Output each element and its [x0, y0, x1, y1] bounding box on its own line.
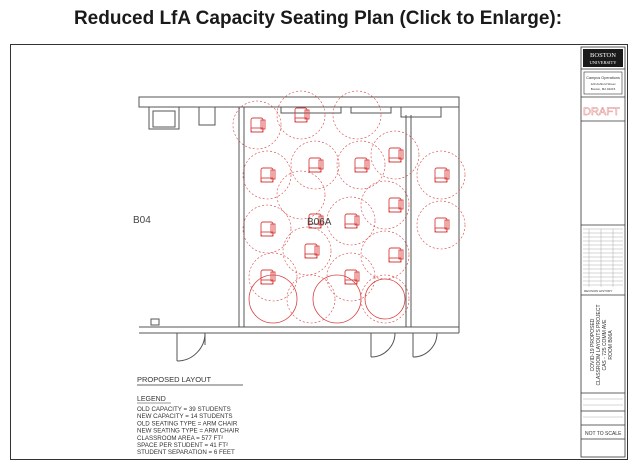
- separation-circle: [417, 201, 465, 249]
- arm-chair-icon: [389, 198, 403, 212]
- separation-circle: [371, 131, 419, 179]
- legend-line: NEW CAPACITY = 14 STUDENTS: [137, 413, 233, 421]
- room-label-b06a: B06A: [307, 217, 332, 228]
- project-line-2: CLASSROOM LAYOUTS PROJECT: [596, 304, 602, 386]
- draft-stamp: DRAFT: [583, 106, 620, 118]
- separation-circle: [361, 181, 409, 229]
- legend-line: CLASSROOM AREA = 577 FT²: [137, 434, 224, 442]
- separation-circle: [283, 227, 331, 275]
- arm-chair-icon: [435, 168, 449, 182]
- legend-title: LEGEND: [137, 396, 166, 403]
- page-title[interactable]: Reduced LfA Capacity Seating Plan (Click to Enlarge):: [73, 8, 563, 29]
- arm-chair-icon: [389, 248, 403, 262]
- arm-chair-icon: [435, 218, 449, 232]
- separation-circle: [243, 151, 291, 199]
- section-title: PROPOSED LAYOUT: [137, 375, 212, 384]
- legend-line: OLD SEATING TYPE = ARM CHAIR: [137, 420, 238, 428]
- arm-chair-icon: [305, 244, 319, 258]
- project-line-4: ROOM B06A: [608, 330, 614, 360]
- legend-line: OLD CAPACITY = 39 STUDENTS: [137, 406, 231, 413]
- arm-chair-icon: [251, 118, 265, 132]
- separation-circle: [291, 141, 339, 189]
- separation-circle: [277, 171, 325, 219]
- floor-plan-drawing: [11, 45, 627, 459]
- logo-line1: BOSTON: [590, 52, 616, 59]
- arm-chair-icon: [261, 222, 275, 236]
- arm-chair-icon: [309, 158, 323, 172]
- separation-circle: [417, 151, 465, 199]
- separation-circle: [327, 197, 375, 245]
- legend-line: SPACE PER STUDENT = 41 FT²: [137, 442, 229, 449]
- address-line2: Boston, MA 02215: [590, 87, 616, 91]
- separation-circle: [361, 231, 409, 279]
- separation-circle: [277, 91, 325, 139]
- revision-label: REVISION HISTORY: [584, 289, 613, 293]
- dept-name: Campus Operations: [586, 76, 620, 80]
- scale-note: NOT TO SCALE: [585, 431, 622, 437]
- project-line-1: COVID-19 PROPOSED: [590, 318, 596, 372]
- arm-chair-icon: [345, 214, 359, 228]
- arm-chair-icon: [355, 158, 369, 172]
- removed-seat-circle: [313, 275, 361, 323]
- legend-line: NEW SEATING TYPE = ARM CHAIR: [137, 427, 240, 435]
- separation-circle: [333, 91, 381, 139]
- separation-circle: [233, 101, 281, 149]
- room-label-b04: B04: [133, 215, 151, 226]
- address-line1: 120 Ashford Street: [590, 82, 616, 86]
- logo-line2: UNIVERSITY: [589, 60, 617, 65]
- drawing-sheet[interactable]: [10, 44, 628, 460]
- removed-seat-circle: [365, 279, 405, 319]
- arm-chair-icon: [295, 108, 309, 122]
- legend-line: STUDENT SEPARATION = 6 FEET: [137, 449, 235, 457]
- project-line-3: CAS - 725 COMM AVE: [602, 319, 608, 371]
- separation-circle: [361, 275, 409, 323]
- arm-chair-icon: [389, 148, 403, 162]
- arm-chair-icon: [261, 168, 275, 182]
